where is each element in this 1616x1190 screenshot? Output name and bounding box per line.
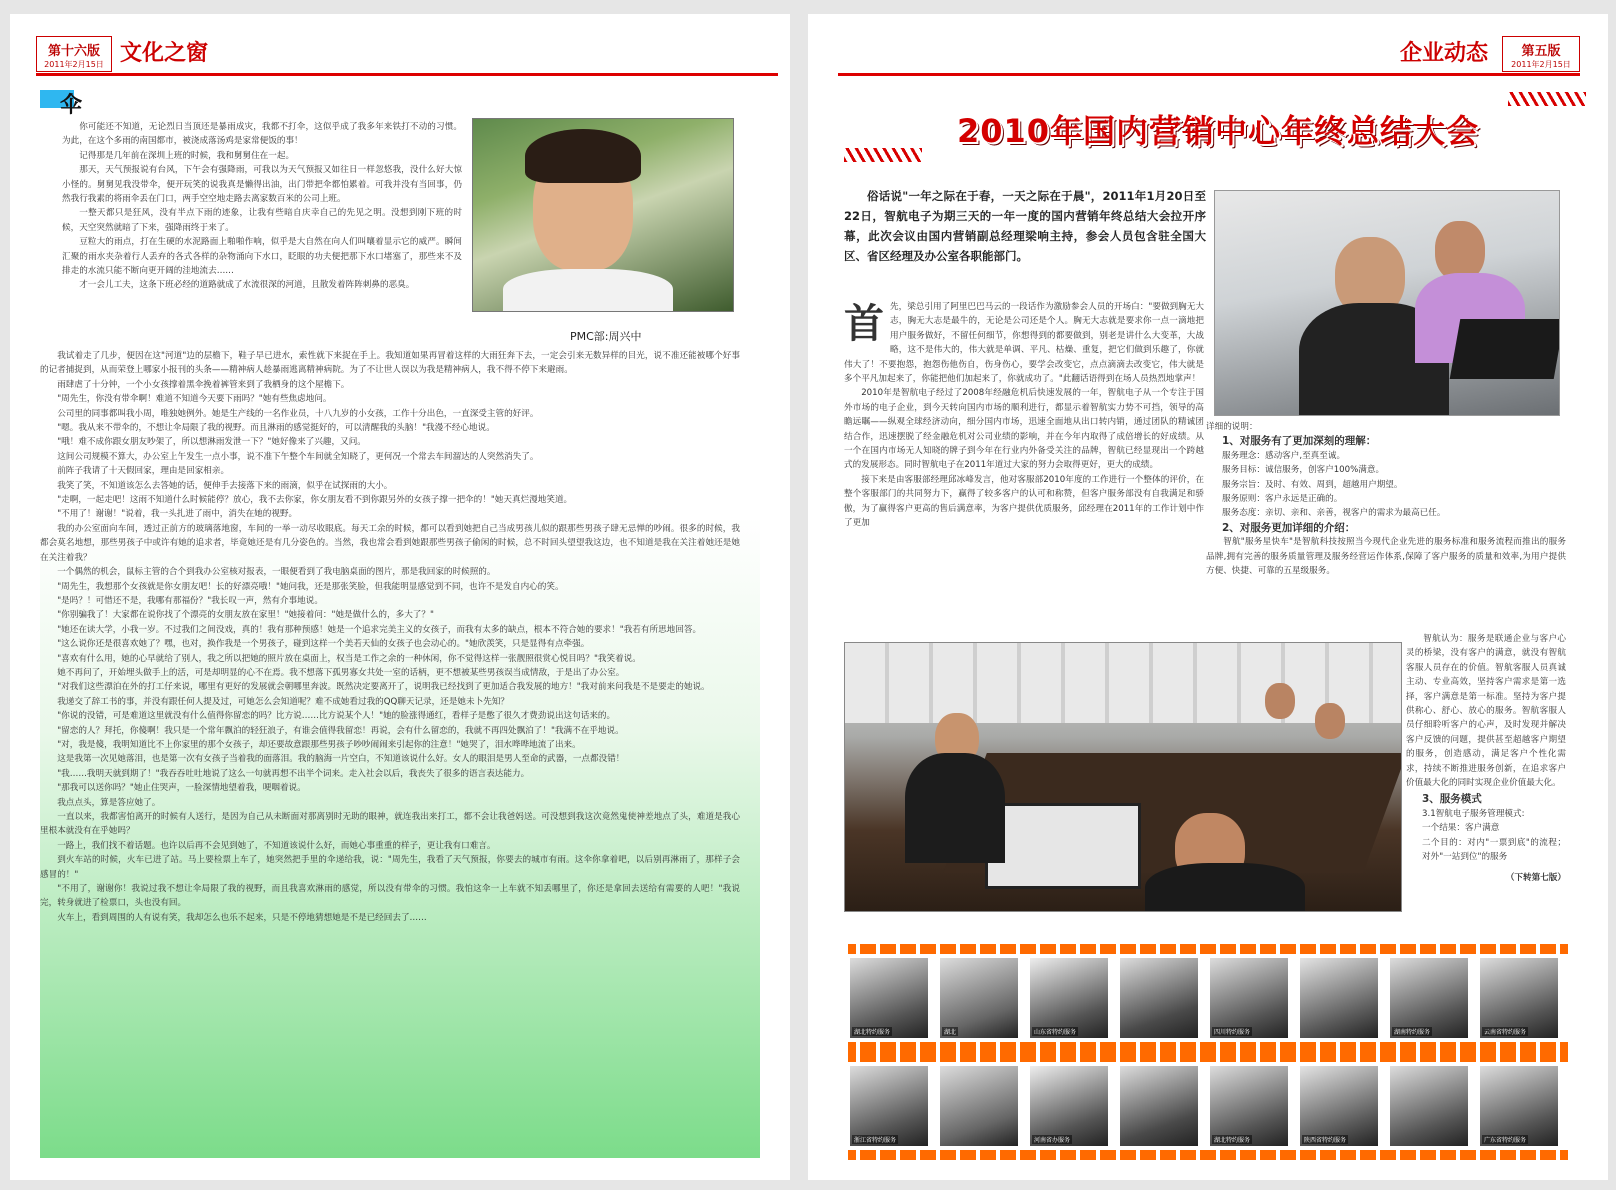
thumbnail-caption: 广东省特约服务 (1484, 1137, 1527, 1144)
paragraph: 才一会儿工夫，这条下班必经的道路就成了水流很深的河道，且散发着阵阵刺鼻的恶臭。 (79, 280, 415, 291)
article-intro (62, 120, 462, 293)
thumbnail-caption: 湖北 (944, 1029, 957, 1036)
paragraph: "是吗？！可惜还不是，我哪有那福份？"我长叹一声，然有介事地说。 (57, 595, 323, 606)
service-item: 服务态度：亲切、亲和、亲善，视客户的需求为最高已任。 (1222, 508, 1446, 519)
paragraph: 公司里的同事都叫我小周，唯独她例外。她是生产线的一名作业员，十八九岁的小女孩，工作十分出色，一直深受主管的好评。 (57, 408, 539, 419)
meeting-photo-top (1214, 190, 1560, 416)
lead-paragraph: 俗话说"一年之际在于春，一天之际在于晨"，2011年1月20日至22日，智航电子为期三天的一年一度的国内营销年终总结大会拉开序幕，此次会议由国内营销副总经理梁响主持，参会人员包含驻全国大区、省区经理及办公室各职能部门。 (844, 189, 1206, 263)
mode-item: 一个结果：客户满意 (1422, 823, 1500, 834)
paragraph: "周先生，我想那个女孩就是你女朋友吧！长的好漂亮哦！"她问我，还是那张笑脸，但我能明显感觉到不同，也许不是发自内心的笑。 (57, 581, 564, 592)
brand-logo: 智成科技报 (622, 45, 722, 69)
header-rule (838, 73, 1580, 76)
thumbnail-caption: 山东省特约服务 (1034, 1029, 1077, 1036)
paragraph: 一直以来，我都害怕离开的时候有人送行，是因为自己从未断面对那离别时无助的眼神，就连我出来打工，都不会让我爸妈送。可没想到我这次竟然鬼使神差地点了头，难道是我心里根本就没有在乎她吗？ (40, 812, 740, 837)
paragraph: "你说的没错，可是难道这里就没有什么值得你留恋的吗？比方说……比方说某个人！"她的脸涨得通红，看样子是憋了很久才费劲说出这句话来的。 (57, 711, 616, 722)
body-column-1 (844, 300, 1204, 531)
film-thumbnail (850, 958, 928, 1038)
portrait-hair (525, 129, 641, 183)
edition-date: 2011年2月15日 (1511, 60, 1571, 69)
paragraph: 她不再问了，开始埋头做手上的活，可是却明显的心不在焉。我不想落下孤男寡女共处一室的话柄，更不想被某些男孩误当成情敌，于是出了办公室。 (57, 667, 625, 678)
paragraph: 我试着走了几步，便因在这"河道"边的层檐下，鞋子早已进水，索性就下来捉在手上。我知道如果再冒着这样的大雨狂奔下去，一定会引来无数异样的目光，说不准还能被哪个好事的记者捕捉到，从而荣登上哪家小报刊的头条——精神病人趁暴雨逃离精神病院。为了不让世人误以为我是精神病人，我不得不停下来避雨。 (40, 351, 740, 376)
photo-laptop (985, 803, 1141, 889)
paragraph: 一路上，我们找不着话题。也许以后再不会见到她了，不知道该说什么好，而她心事重重的样子，更让我有口难言。 (57, 840, 496, 851)
column-title: 企业动态 (1378, 36, 1488, 72)
film-edge (848, 1150, 1568, 1160)
paragraph: 一个偶然的机会，鼠标主管的合个到我办公室核对报表，一眼便看到了我电脑桌面的图片，那是我回家的时候照的。 (57, 567, 496, 578)
body-column-3 (1406, 632, 1566, 885)
film-edge (848, 1052, 1568, 1062)
mode-item: 二个目的：对内"一票到底"的流程；对外"一站到位"的服务 (1422, 837, 1566, 863)
detail-intro: 详细的说明： (1206, 422, 1258, 432)
article-background (40, 90, 760, 1158)
thumbnail-caption: 云南省特约服务 (1484, 1029, 1527, 1036)
headline: 2010年国内营销中心年终总结大会 (956, 112, 1480, 150)
portrait-shirt (503, 269, 673, 312)
film-thumbnail (1120, 1066, 1198, 1146)
film-thumbnail (1120, 958, 1198, 1038)
thumbnail-caption: 陕西省特约服务 (1304, 1137, 1347, 1144)
drop-cap: 首 (844, 301, 884, 347)
photo-person-head (1315, 703, 1345, 739)
slogan: 智汇天下 成就未来 (984, 46, 1118, 65)
continue-note: （下转第七版） (1505, 872, 1566, 883)
paragraph: 我递交了辞工书的事，并没有跟任何人提及过，可她怎么会知道呢？难不成她看过我的QQ聊天记录，还是她未卜先知？ (57, 696, 509, 707)
photo-laptop (1450, 319, 1560, 379)
paragraph: "对我们这些漂泊在外的打工仔来说，哪里有更好的发展就会朝哪里奔波。既然决定要离开了，说明我已经找到了更加适合我发展的地方！"我对前来问我是不是要走的她说。 (57, 682, 710, 693)
film-thumbnail (1390, 1066, 1468, 1146)
paragraph: 记得那是几年前在深圳上班的时候，我和舅舅住在一起。 (79, 150, 295, 161)
film-thumbnail (1030, 958, 1108, 1038)
paragraph: "哦！难不成你跟女朋友吵架了，所以想淋雨发泄一下？"她好像来了兴趣，又问。 (57, 437, 366, 448)
brand-logo: 智成科技报 (850, 45, 950, 69)
film-thumbnail (940, 958, 1018, 1038)
film-thumbnail (850, 1066, 928, 1146)
slogan: 智汇天下 成就未来 (446, 46, 580, 65)
section-title: 3、服务模式 (1422, 793, 1482, 806)
paragraph: "不用了，谢谢你！我说过我不想让伞局限了我的视野，而且我喜欢淋雨的感觉，所以没有带伞的习惯。我怕这伞一上车就不知丢哪里了，你还是拿回去送给有需要的人吧！"我说完，转身就进了检票口，头也没有回。 (40, 884, 740, 909)
film-strip-top (848, 944, 1568, 1052)
paragraph: "嗯。我从来不带伞的，不想让伞局限了我的视野。而且淋雨的感觉挺好的，可以清醒我的头脑！"我漫不经心地说。 (57, 423, 495, 434)
thumbnail-caption: 湖北特约服务 (854, 1029, 891, 1036)
film-edge (848, 1042, 1568, 1052)
paragraph: 智航认为：服务是联通企业与客户心灵的桥梁，没有客户的满意，就没有智航客服人员存在的价值。智航客服人员真诚主动、专业高效，坚持客户需求是第一选择，客户满意是第一标准。坚持为客户提供称心、舒心、放心的服务。智航客服人员仔细聆听客户的心声，及时发现并解决客户反馈的问题，提供甚至超越客户期望的服务，创造感动，满足客户个性化需求，持续不断推进服务创新，在追求客户价值最大化的同时实现企业价值最大化。 (1406, 634, 1566, 789)
paragraph: 雨肆虐了十分钟，一个小女孩撑着黑伞挽着裤管来到了我栖身的这个屋檐下。 (57, 379, 350, 390)
section-title: 1、对服务有了更加深刻的理解： (1222, 435, 1377, 448)
film-thumbnail (1300, 1066, 1378, 1146)
film-thumbnail (1480, 958, 1558, 1038)
paragraph: "走啊，一起走吧！这雨不知道什么时候能停？放心，我不去你家，你女朋友看不到你跟另外的女孩子撑一把伞的！"她天真烂漫地笑道。 (57, 495, 573, 506)
headline-decoration-right (1508, 92, 1586, 106)
thumbnail-caption: 湖南特约服务 (1394, 1029, 1431, 1036)
paragraph: 到火车站的时候，火车已进了站。马上要检票上车了，她突然把手里的伞递给我，说："周先生，我看了天气预报，你要去的城市有雨。这伞你拿着吧，以后别再淋雨了，那样子会感冒的！" (40, 855, 740, 880)
paragraph: "你别骗我了！大家都在说你找了个漂亮的女朋友放在家里！"她接着问："她是做什么的，多大了？" (57, 610, 434, 621)
author-photo (472, 118, 734, 312)
photo-caption: PMC部:周兴中 (570, 330, 642, 343)
paragraph: "她还在读大学，小我一岁。不过我们之间没戏，真的！我有那种预感！她是一个追求完美主义的女孩子，而我有太多的缺点，根本不符合她的要求！"我若有所思地回答。 (57, 624, 702, 635)
paragraph: "这么说你还是很喜欢她了？嘿，也对，换作我是一个男孩子，碰到这样一个美若天仙的女孩子也会动心的。"她欣羡笑，只是显得有点牵强。 (57, 639, 590, 650)
photo-person-head (1435, 221, 1485, 281)
film-thumbnail (1480, 1066, 1558, 1146)
right-page (808, 14, 1608, 1180)
film-thumbnail (1210, 1066, 1288, 1146)
photo-person-body (905, 753, 1005, 863)
film-thumbnail (1390, 958, 1468, 1038)
right-header (838, 36, 1580, 72)
masthead-bar (434, 36, 778, 72)
masthead-bar (838, 36, 1138, 72)
paragraph: 先，梁总引用了阿里巴巴马云的一段话作为激励参会人员的开场白："要做到胸无大志，胸无大志是最牛的，无论是公司还是个人。胸无大志就是要求你一点一滴地把用户服务做好，不留任何细节，你想得到的都要做到，别老是讲什么大变革，大战略，这不是伟大的，伟大就是单调、平凡、枯燥、重复，把它们做到乐趣了，你就伟大了！不要抱怨，抱怨伤他伤自，伤身伤心，要学会改变它，点点滴滴去改变它，伟大就是多个平凡加起来了，你能把他们加起来了，你就成功了。"此翻话语得到在场人员热烈地掌声！ (844, 302, 1204, 385)
paragraph: 2010年是智航电子经过了2008年经融危机后快速发展的一年，智航电子从一个专注于国外市场的电子企业，到今天转向国内市场的顺利进行，都显示着智航实力势不可挡，领导的高瞻远瞩——纵观全球经济动向，细分国内市场，迅速全面地从出口转内销，通过团队的精诚团结合作，迅速摆脱了经金融危机对公司业绩的影响，并在今年内取得了成倍增长的好成绩。从一个在国内市场无人知晓的牌子到今年在行业内外备受关注的品牌，智航已经显现出一个跨越式的发展形态。同时智航电子在2011年道过大家的努力会取得更好，更大的成绩。 (844, 388, 1204, 471)
thumbnail-caption: 浙江省特约服务 (854, 1137, 897, 1144)
edition-number: 第五版 (1521, 44, 1561, 59)
paragraph: "喜欢有什么用，她的心早就给了别人，我之所以把她的照片放在桌面上，权当是工作之余的一种休闲，你不觉得这样一张靓照很赏心悦目吗？"我笑着说。 (57, 653, 641, 664)
film-thumbnail (1210, 958, 1288, 1038)
paragraph: 你可能还不知道，无论烈日当顶还是暴雨成灾，我都不打伞，这似乎成了我多年来铁打不动的习惯。为此，在这个多雨的南国都市，被浇成落汤鸡是家常便饭的事！ (62, 122, 462, 147)
service-item: 服务宗旨：及时、有效、周到，超越用户期望。 (1222, 479, 1403, 490)
paragraph: 我的办公室面向车间，透过正前方的玻璃落地窗，车间的一举一动尽收眼底。每天工余的时候，都可以看到她把自己当成男孩儿似的跟那些男孩子肆无忌惮的吵闹。很多的时候，我都会莫名地想，那些男孩子中或许有她的追求者，毕竟她还是有几分姿色的。当然，我也常会看到她跟那些男孩子偷闲的时候，总不时回头望望我这边，也不知道是我在关注着她还是她在关注着我？ (40, 523, 740, 563)
header-rule (36, 73, 778, 76)
paragraph: 这间公司规模不算大，办公室上午发生一点小事，说不准下午整个车间就全知晓了，更何况一个常去车间溜达的人突然消失了。 (57, 451, 539, 462)
article-body (40, 349, 740, 925)
paragraph: 一整天都只是狂风，没有半点下雨的迹象，让我有些暗自庆幸自己的先见之明。没想到刚下班的时候，天空突然就暗了下来，强降雨终于来了。 (62, 208, 462, 233)
paragraph: 接下来是由客服部经理邱冰峰发言，他对客服部2010年度的工作进行一个整体的评价，在整个客服部门的共同努力下，赢得了较多客户的认可和称赞，但客户服务部没有自我满足和骄傲，为了赢得客户更高的售后满意率，为客户提供优质服务，邱经理在2011年的工作计划中作了更加 (844, 474, 1204, 529)
divider (608, 42, 610, 66)
film-edge (848, 944, 1568, 954)
paragraph: 智航"服务星快车"是智航科技按照当今现代企业先进的服务标准和服务流程而推出的服务品牌,拥有完善的服务质量管理及服务经营运作体系,保障了客户服务的质量和效率,为用户提供方便、快捷、可靠的五星级服务。 (1206, 537, 1566, 577)
paragraph: "对，我是傻，我明知道比不上你家里的那个女孩子，却还要故意跟那些男孩子吵吵闹闹来引起你的注意！"她哭了，泪水哗哗地流了出来。 (57, 739, 581, 750)
film-thumbnail (1030, 1066, 1108, 1146)
paragraph: 这是我第一次见她落泪，也是第一次有女孩子当着我的面落泪。我的脑海一片空白，不知道该说什么好。女人的眼泪是男人至命的武器，一点都没错！ (57, 754, 625, 765)
paragraph: 前阵子我请了十天假回家，理由是回家相亲。 (57, 466, 230, 477)
paragraph: "留恋的人？拜托，你傻啊！我只是一个常年飘泊的轻狂浪子，有谁会值得我留恋！再说，会有什么留恋的，我就不再四处飘泊了！"我满不在乎地说。 (57, 725, 624, 736)
service-item: 服务目标：诚信服务，创客户100%满意。 (1222, 465, 1385, 476)
mode-item: 3.1智航电子服务管理模式: (1422, 808, 1525, 819)
paragraph: "不用了！谢谢！"说着，我一头扎进了雨中，消失在她的视野。 (57, 509, 298, 520)
edition-badge (36, 36, 112, 72)
meeting-photo-main (844, 642, 1402, 912)
thumbnail-caption: 四川特约服务 (1214, 1029, 1251, 1036)
left-header (36, 36, 778, 72)
thumbnail-caption: 河南省办服务 (1034, 1137, 1071, 1144)
paragraph: 我点点头，算是答应她了。 (57, 797, 161, 808)
film-strip-bottom (848, 1052, 1568, 1160)
paragraph: 火车上，看到周围的人有说有笑，我却怎么也乐不起来，只是不停地猜想她是不是已经回去了…… (57, 912, 427, 923)
divider (972, 42, 974, 66)
column-title: 文化之窗 (120, 36, 232, 72)
paragraph: 豆粒大的雨点，打在生硬的水泥路面上啪啪作响，似乎是大自然在向人们叫嚷着显示它的威严。瞬间汇聚的雨水夹杂着行人丢弃的各式各样的杂物涌向下水口，眨眼的功夫便把那下水口堵塞了，那些来不及排走的水流只能不断向更开阔的洼地流去…… (62, 237, 462, 277)
thumbnail-caption: 湖北特约服务 (1214, 1137, 1251, 1144)
paragraph: "我……我明天就到期了！"我吞吞吐吐地说了这么一句就再想不出半个词来。走入社会以后，我丧失了很多的语言表达能力。 (57, 768, 530, 779)
paragraph: "周先生，你没有带伞啊！难道不知道今天要下雨吗？"她有些焦虑地问。 (57, 394, 332, 405)
paragraph: 那天，天气预报说有台风，下午会有强降雨，可我以为天气预报又如往日一样忽悠我，没什么好大惊小怪的。舅舅见我没带伞，便开玩笑的说我真是懒得出油，出门带把伞都怕累着。可我并没有当回事，仍然我行我素的将雨伞丢在门口，两手空空地走路去离家数百米的公司上班。 (62, 165, 462, 205)
paragraph: "那我可以送你吗？"她止住哭声，一脸深情地望着我，哽咽着说。 (57, 783, 306, 794)
film-thumbnail (940, 1066, 1018, 1146)
left-page (10, 14, 790, 1180)
service-item: 服务理念：感动客户,至真至诚。 (1222, 450, 1346, 461)
edition-badge (1502, 36, 1580, 72)
photo-person-head (1265, 683, 1295, 719)
photo-person-body (1145, 863, 1305, 912)
article-title: 伞 (60, 93, 83, 118)
service-item: 服务原则：客户永远是正确的。 (1222, 494, 1343, 505)
edition-number: 第十六版 (47, 44, 100, 59)
edition-date: 2011年2月15日 (44, 60, 104, 69)
section-title: 2、对服务更加详细的介绍： (1222, 521, 1356, 534)
body-column-2 (1206, 420, 1566, 578)
film-thumbnail (1300, 958, 1378, 1038)
paragraph: 我笑了笑，不知道该怎么去答她的话，便伸手去接落下来的雨滴，似乎在试探雨的大小。 (57, 480, 393, 491)
